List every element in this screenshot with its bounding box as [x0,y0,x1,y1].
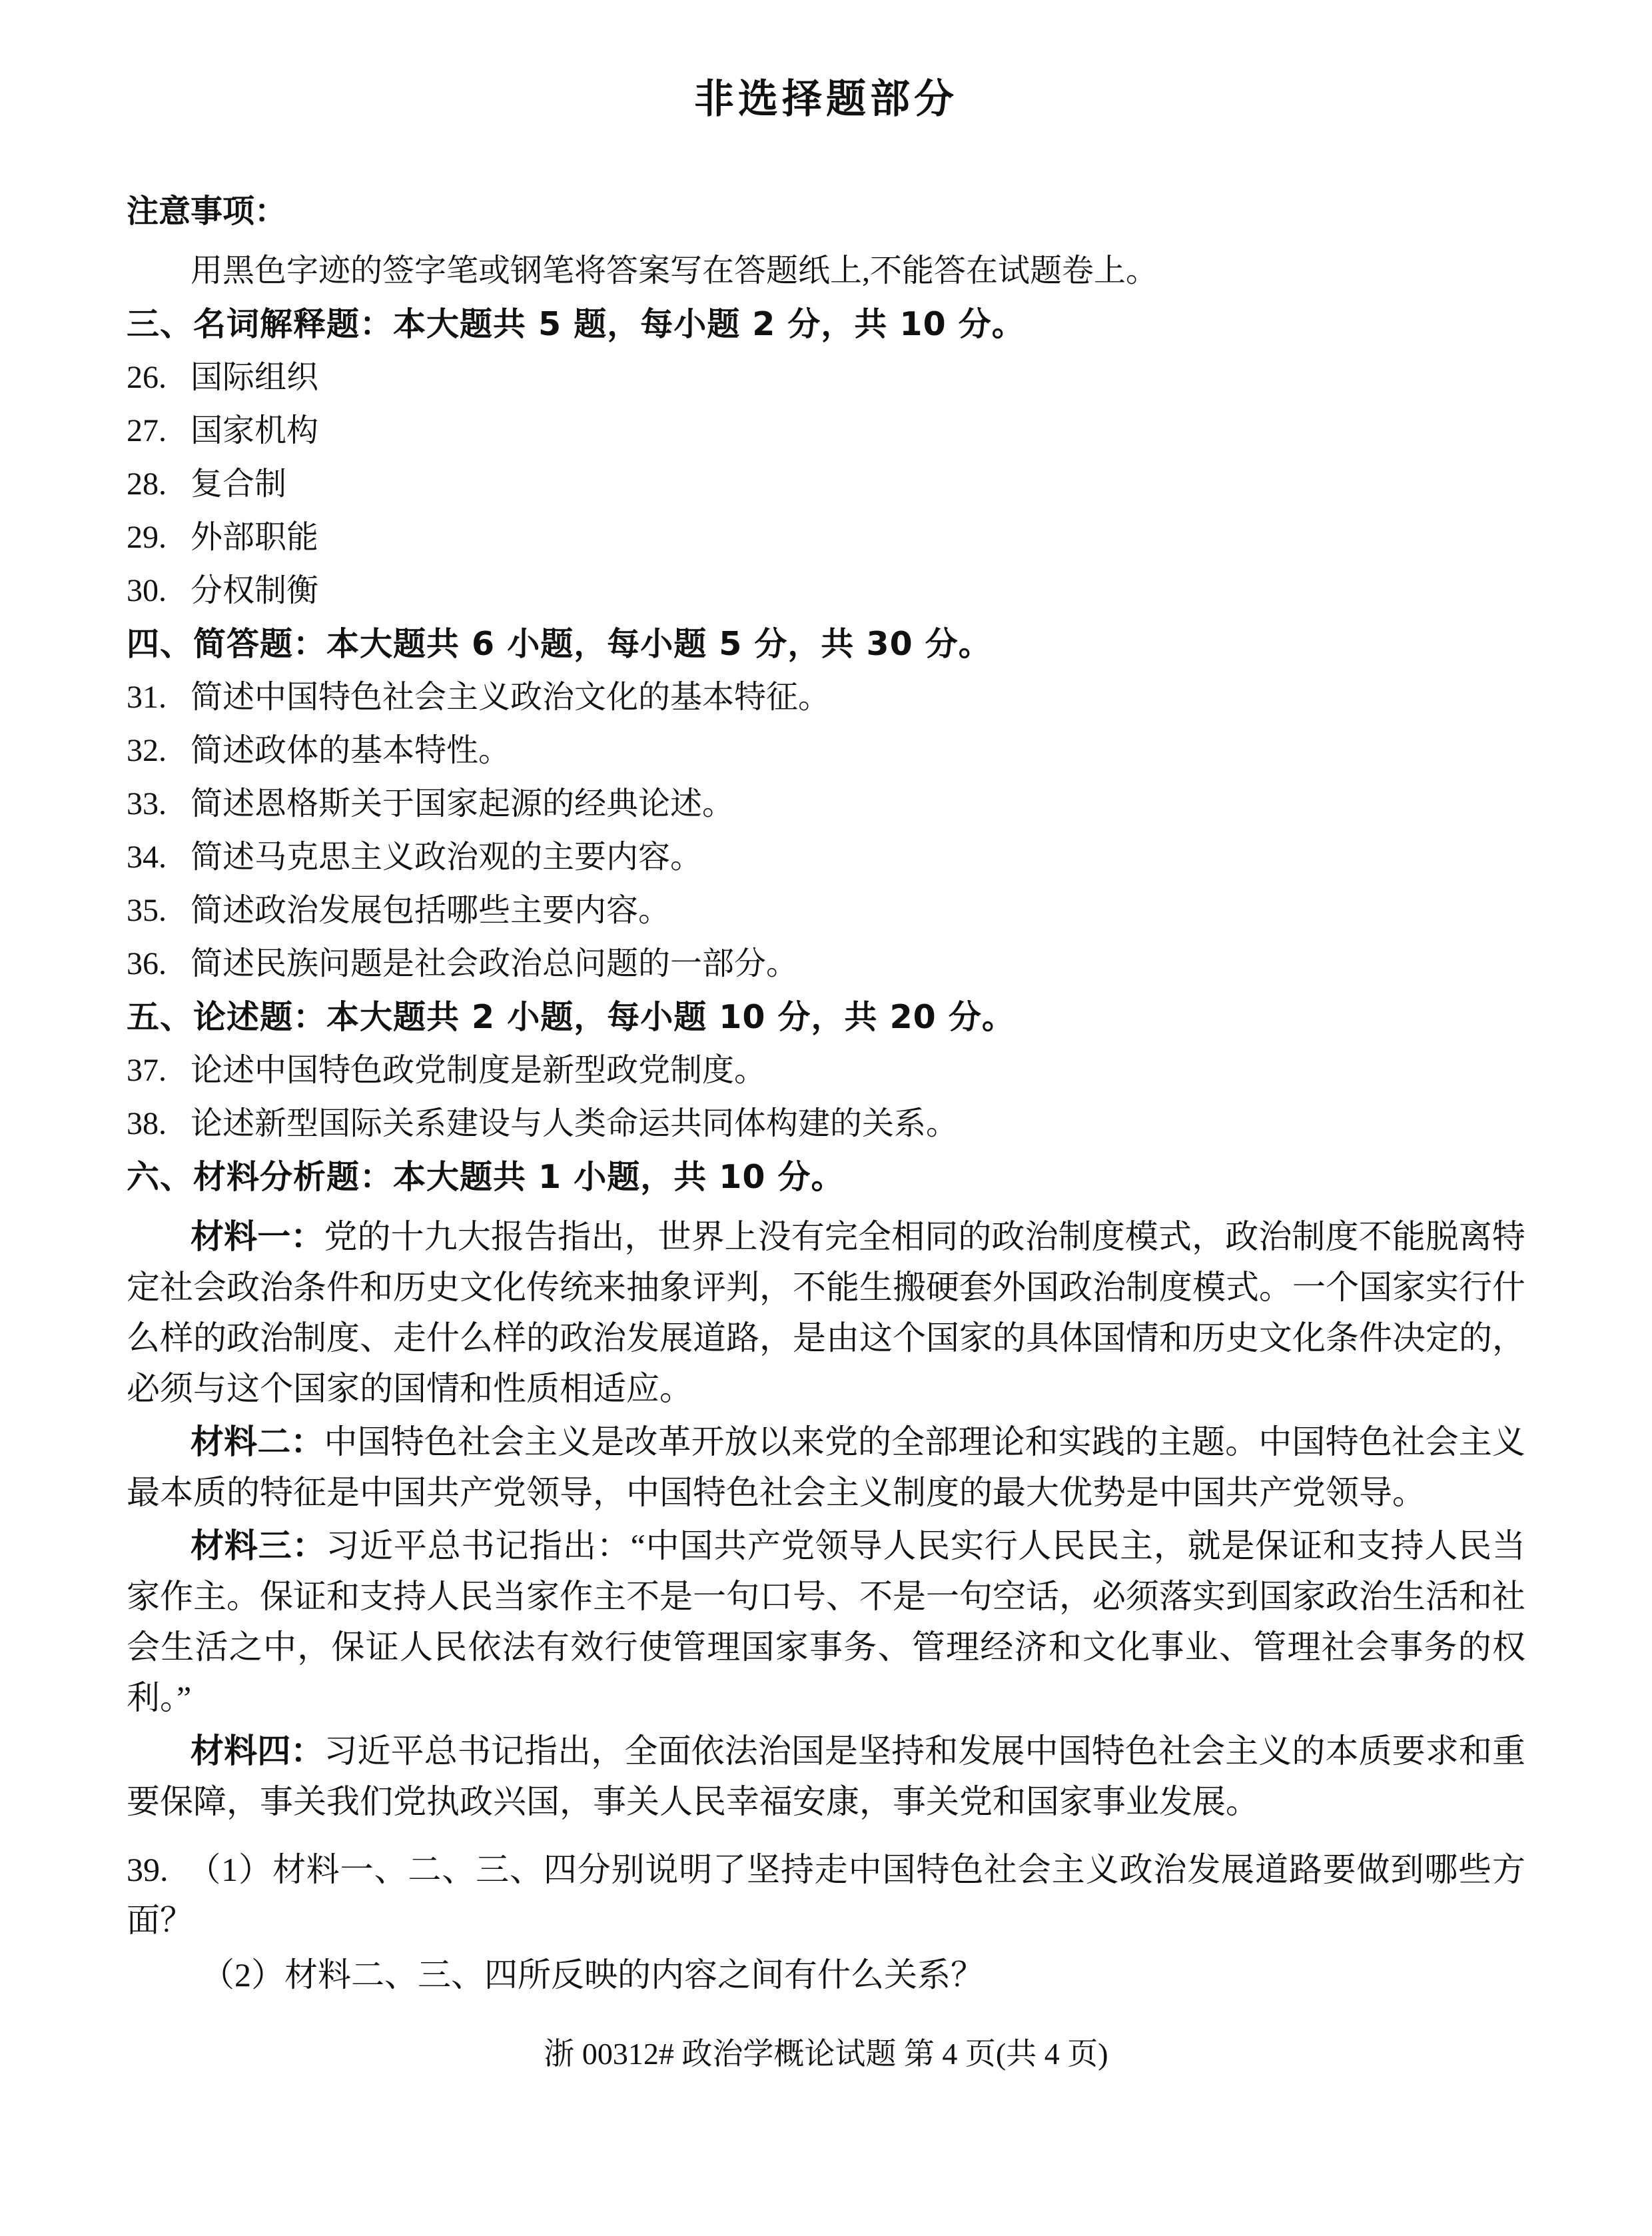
question-31-number: 31. [127,680,167,715]
material-4-paragraph [127,1726,1525,1827]
page-footer: 浙 00312# 政治学概论试题 第 4 页(共 4 页) [544,2037,1108,2071]
question-32 [127,734,1525,768]
question-34 [127,841,1525,874]
question-32-text: 简述政体的基本特性。 [191,733,511,768]
question-33-number: 33. [127,786,167,822]
question-28-number: 28. [127,466,167,502]
material-2-label: 材料二： [191,1422,324,1461]
section-3-heading: 三、名词解释题：本大题共 5 题，每小题 2 分，共 10 分。 [127,305,1025,343]
question-27-number: 27. [127,413,167,448]
question-36 [127,947,1525,981]
question-34-text: 简述马克思主义政治观的主要内容。 [191,839,703,875]
section-5-heading: 五、论述题：本大题共 2 小题，每小题 10 分，共 20 分。 [127,998,1015,1036]
question-34-number: 34. [127,839,167,875]
question-38-number: 38. [127,1106,167,1141]
question-28 [127,468,1525,501]
question-39-part2: （2）材料二、三、四所反映的内容之间有什么关系？ [201,1956,984,1993]
question-35-number: 35. [127,893,167,928]
question-33 [127,788,1525,821]
question-36-number: 36. [127,946,167,981]
question-39-number: 39. [127,1851,169,1888]
question-28-text: 复合制 [191,466,287,502]
question-26 [127,361,1525,394]
question-39-part1-text: （1）材料一、二、三、四分别说明了坚持走中国特色社会主义政治发展道路要做到哪些方面？ [127,1851,1525,1939]
section-4-heading: 四、简答题：本大题共 6 小题，每小题 5 分，共 30 分。 [127,625,992,663]
question-38-text: 论述新型国际关系建设与人类命运共同体构建的关系。 [191,1106,959,1141]
question-27 [127,414,1525,448]
question-37 [127,1054,1525,1087]
question-29-text: 外部职能 [191,520,319,555]
question-31 [127,681,1525,714]
question-29-number: 29. [127,520,167,555]
question-27-text: 国家机构 [191,413,319,448]
question-38 [127,1107,1525,1141]
page-title: 非选择题部分 [694,76,958,123]
question-39-part1 [127,1844,1525,1946]
question-26-text: 国际组织 [191,360,319,395]
material-3-label: 材料三： [191,1526,326,1565]
question-29 [127,521,1525,554]
question-30-text: 分权制衡 [191,573,319,608]
material-4-text: 习近平总书记指出，全面依法治国是坚持和发展中国特色社会主义的本质要求和重要保障，事关我们党执政兴国，事关人民幸福安康，事关党和国家事业发展。 [127,1732,1526,1820]
question-26-number: 26. [127,360,167,395]
section-6-heading: 六、材料分析题：本大题共 1 小题，共 10 分。 [127,1158,845,1196]
question-37-text: 论述中国特色政党制度是新型政党制度。 [191,1053,767,1088]
notice-heading: 注意事项： [127,193,287,230]
material-1-label: 材料一： [191,1217,324,1256]
material-1-text: 党的十九大报告指出，世界上没有完全相同的政治制度模式，政治制度不能脱离特定社会政治条件和历史文化传统来抽象评判，不能生搬硬套外国政治制度模式。一个国家实行什么样的政治制度、走什么样的政治发展道路，是由这个国家的具体国情和历史文化条件决定的，必须与这个国家的国情和性质相适应。 [127,1218,1526,1407]
material-2-text: 中国特色社会主义是改革开放以来党的全部理论和实践的主题。中国特色社会主义最本质的特征是中国共产党领导，中国特色社会主义制度的最大优势是中国共产党领导。 [127,1423,1526,1511]
question-35-text: 简述政治发展包括哪些主要内容。 [191,893,671,928]
question-37-number: 37. [127,1053,167,1088]
question-30 [127,574,1525,608]
question-31-text: 简述中国特色社会主义政治文化的基本特征。 [191,680,831,715]
material-3-paragraph [127,1520,1525,1723]
material-3-text: 习近平总书记指出：“中国共产党领导人民实行人民民主，就是保证和支持人民当家作主。保证和支持人民当家作主不是一句口号、不是一句空话，必须落实到国家政治生活和社会生活之中，保证人民依法有效行使管理国家事务、管理经济和文化事业、管理社会事务的权利。” [127,1527,1525,1716]
question-32-number: 32. [127,733,167,768]
question-36-text: 简述民族问题是社会政治总问题的一部分。 [191,946,799,981]
material-4-label: 材料四： [191,1732,324,1770]
material-1-paragraph [127,1211,1525,1414]
question-33-text: 简述恩格斯关于国家起源的经典论述。 [191,786,735,822]
question-35 [127,894,1525,927]
notice-body: 用黑色字迹的签字笔或钢笔将答案写在答题纸上,不能答在试题卷上。 [191,253,1158,288]
question-30-number: 30. [127,573,167,608]
material-2-paragraph [127,1416,1525,1518]
